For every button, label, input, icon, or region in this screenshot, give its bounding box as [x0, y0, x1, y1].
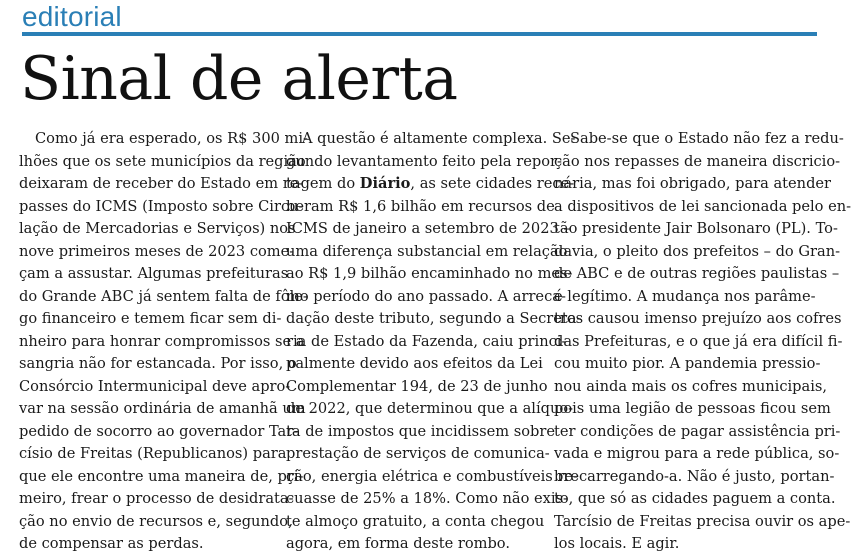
- text-line: lação de Mercadorias e Serviços) nos: [19, 220, 296, 237]
- text-line: ICMS de janeiro a setembro de 2023 –: [286, 220, 571, 237]
- text-line: de ABC e de outras regiões paulistas –: [554, 265, 840, 282]
- text-line: gundo levantamento feito pela repor-: [286, 152, 562, 170]
- text-line: var na sessão ordinária de amanhã um: [19, 400, 306, 417]
- text-line: das Prefeituras, e o que já era difícil fi-: [554, 332, 843, 350]
- text-line: cou muito pior. A pandemia pressio-: [554, 355, 821, 372]
- text-line: ção nos repasses de maneira discricio-: [554, 152, 841, 170]
- text-line: deixaram de receber do Estado em re-: [19, 175, 304, 192]
- text-line: a dispositivos de lei sancionada pelo en-: [554, 197, 851, 215]
- section-rule: [22, 32, 817, 36]
- text-line: brecarregando-a. Não é justo, portan-: [554, 467, 835, 485]
- text-line: Consórcio Intermunicipal deve apro-: [19, 377, 291, 395]
- text-line: A questão é altamente complexa. Se-: [302, 130, 576, 147]
- text-line: mo período do ano passado. A arreca-: [286, 287, 566, 305]
- text-line: meiro, frear o processo de desidrata-: [19, 490, 294, 507]
- text-line: pedido de socorro ao governador Tar-: [19, 422, 299, 440]
- text-line: çam a assustar. Algumas prefeituras: [19, 265, 289, 282]
- text-line: císio de Freitas (Republicanos) para: [19, 445, 287, 462]
- text-line: ção no envio de recursos e, segundo,: [19, 512, 293, 530]
- headline: Sinal de alerta: [20, 44, 458, 114]
- text-line: Complementar 194, de 23 de junho: [286, 377, 548, 395]
- text-line: Sabe-se que o Estado não fez a redu-: [570, 130, 844, 147]
- text-line: tão presidente Jair Bolsonaro (PL). To-: [554, 220, 838, 237]
- text-line: tagem do Diário, as sete cidades rece-: [286, 175, 575, 192]
- column-1: [19, 128, 308, 556]
- text-line: que ele encontre uma maneira de, pri-: [19, 467, 304, 485]
- text-line: passes do ICMS (Imposto sobre Circu-: [19, 197, 304, 215]
- text-line: Tarcísio de Freitas precisa ouvir os ape-: [554, 512, 851, 530]
- text-line: los locais. E agir.: [554, 535, 680, 552]
- text-line: uma diferença substancial em relação: [286, 242, 568, 260]
- text-line: te almoço gratuito, a conta chegou: [286, 512, 545, 530]
- text-line: sangria não for estancada. Por isso, o: [19, 355, 297, 372]
- text-line: Como já era esperado, os R$ 300 mi-: [35, 130, 308, 147]
- text-line: de compensar as perdas.: [19, 535, 204, 552]
- text-line: beram R$ 1,6 bilhão em recursos de: [286, 197, 555, 215]
- column-2: [286, 128, 582, 556]
- text-line: lhões que os sete municípios da região: [19, 152, 306, 170]
- text-line: nária, mas foi obrigado, para atender: [554, 175, 832, 192]
- text-line: palmente devido aos efeitos da Lei: [286, 355, 543, 372]
- text-line: de 2022, que determinou que a alíquo-: [286, 400, 574, 417]
- text-line: agora, em forma deste rombo.: [286, 535, 510, 552]
- text-line: é legítimo. A mudança nos parâme-: [554, 287, 816, 305]
- column-3: [554, 128, 851, 556]
- text-line: ria de Estado da Fazenda, caiu princi-: [286, 332, 567, 350]
- text-line: ta de impostos que incidissem sobre: [286, 422, 555, 440]
- text-line: davia, o pleito dos prefeitos – do Gran-: [554, 242, 841, 260]
- text-line: cuasse de 25% a 18%. Como não exis-: [286, 490, 568, 507]
- text-line: ter condições de pagar assistência pri-: [554, 422, 841, 440]
- text-line: go financeiro e temem ficar sem di-: [19, 310, 282, 327]
- text-line: nou ainda mais os cofres municipais,: [554, 377, 828, 395]
- text-line: nove primeiros meses de 2023 come-: [19, 242, 295, 260]
- text-line: to, que só as cidades paguem a conta.: [554, 490, 836, 507]
- text-line: dação deste tributo, segundo a Secreta-: [286, 310, 582, 327]
- section-label: editorial: [22, 1, 122, 32]
- text-line: tros causou imenso prejuízo aos cofres: [554, 310, 842, 327]
- text-line: do Grande ABC já sentem falta de fôle-: [19, 287, 308, 305]
- text-line: ao R$ 1,9 bilhão encaminhado no mes-: [286, 265, 573, 282]
- text-line: pois uma legião de pessoas ficou sem: [554, 400, 831, 417]
- text-line: nheiro para honrar compromissos se a: [19, 332, 305, 350]
- text-line: prestação de serviços de comunica-: [286, 445, 550, 462]
- text-line: ção, energia elétrica e combustíveis re-: [286, 467, 578, 485]
- text-line: vada e migrou para a rede pública, so-: [554, 445, 840, 462]
